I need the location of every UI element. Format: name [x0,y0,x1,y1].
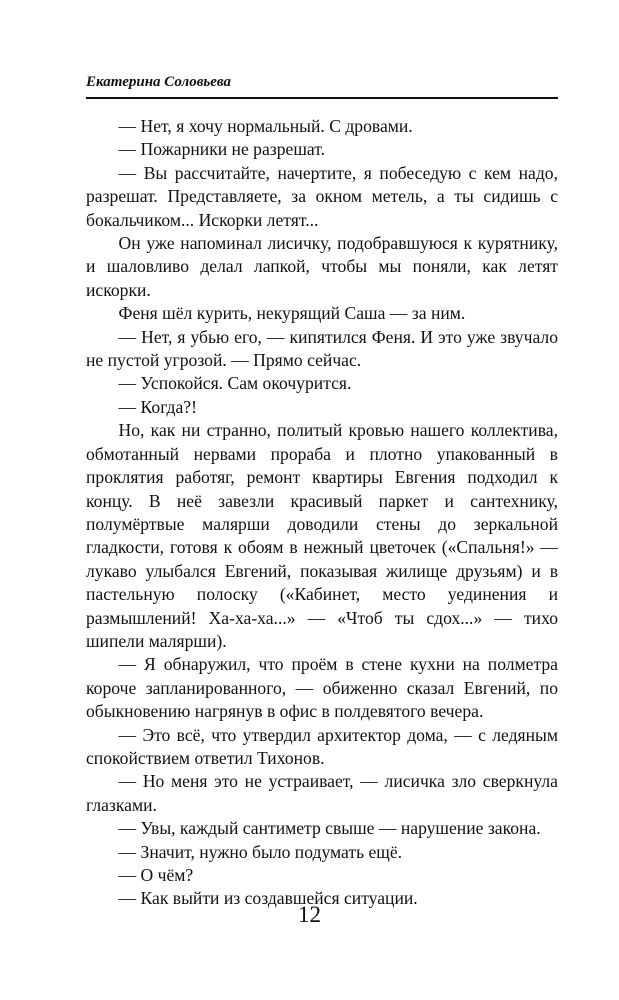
paragraph: — Я обнаружил, что проём в стене кухни на полметра короче запланированного, — обиженно сказал Евгений, по обыкновению нагрянув в офис в полдевятого вечера. [86,654,558,722]
paragraph: — О чём? [118,865,194,885]
paragraph: — Но меня это не устраивает, — лисичка зло сверкнула глазками. [86,771,558,815]
paragraph: Феня шёл курить, некурящий Саша — за ним. [118,303,466,324]
paragraph: Но, как ни странно, политый кровью нашего коллектива, обмотанный нервами прораба и плотно упакованный в проклятия работяг, ремонт квартиры Евгения подходил к концу. В неё завезли красивый паркет и сантехнику, полумёртвые малярши доводили стены до зеркальной гладкости, готовя к обоям в нежный цветочек («Спальня!» — лукаво улыбался Евгений, показывая жилище друзьям) и в пастельную полоску («Кабинет, место уединения и размышлений! Ха-ха-ха...» — «Чтоб ты сдох...» — тихо шипели малярши). [86,420,558,651]
running-head-author: Екатерина Соловьева [86,74,232,90]
paragraph: — Значит, нужно было подумать ещё. [118,841,403,862]
paragraph: — Нет, я убью его, — кипятился Феня. И это уже звучало не пустой угрозой. — Прямо сейчас. [86,326,558,371]
paragraph: Он уже напоминал лисичку, подобравшуюся к курятнику, и шаловливо делал лапкой, чтобы мы поняли, как летят искорки. [86,233,558,300]
paragraph: — Успокойся. Сам окочурится. [118,373,352,394]
paragraph: — Это всё, что утвердил архитектор дома, — с ледяным спокойствием ответил Тихонов. [86,724,558,768]
paragraph: — Нет, я хочу нормальный. С дровами. [118,116,413,136]
paragraph: — Вы рассчитайте, начертите, я побеседую с кем надо, разрешат. Представляете, за окном метель, а ты сидишь с бокальчиком... Искорки летят... [86,162,558,230]
header-rule [86,97,558,99]
page-number: 12 [298,902,321,927]
paragraph: — Увы, каждый сантиметр свыше — нарушение закона. [118,818,541,839]
paragraph: — Пожарники не разрешат. [118,139,326,160]
body-text [86,115,558,911]
paragraph: — Как выйти из создавшейся ситуации. [118,888,418,909]
paragraph: — Когда?! [118,396,197,417]
